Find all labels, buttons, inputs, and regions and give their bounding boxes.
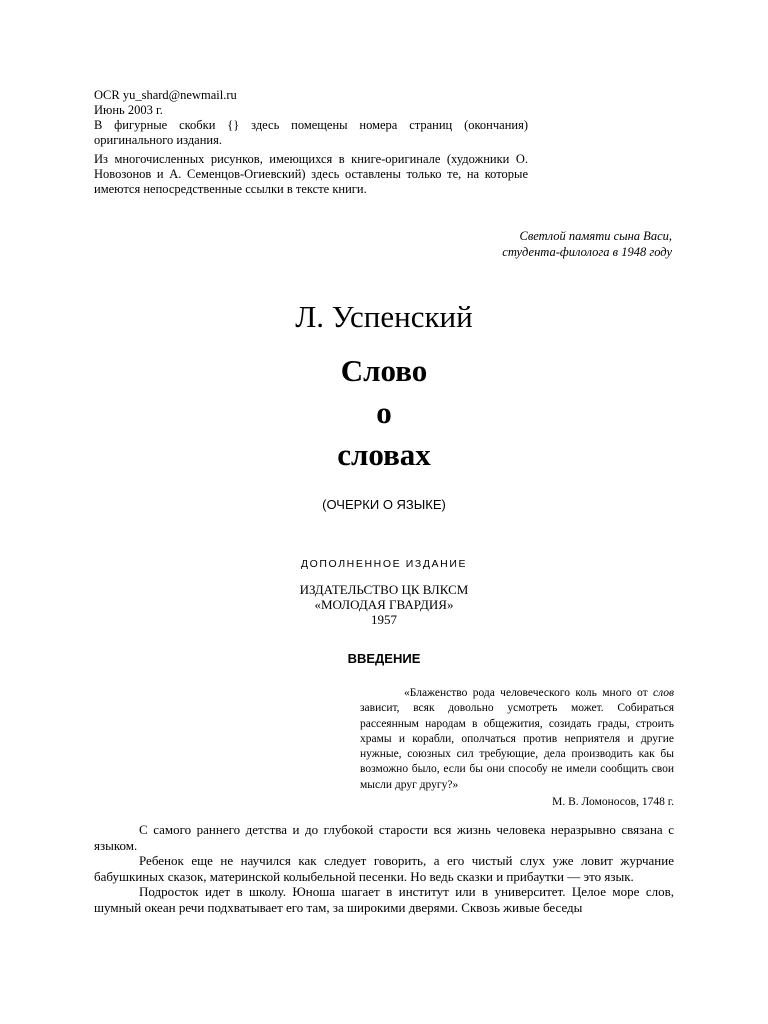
epigraph-emphasis: слов	[652, 687, 674, 699]
edition-note: ДОПОЛНЕННОЕ ИЗДАНИЕ	[300, 558, 468, 570]
body-paragraph: Ребенок еще не научился как следует говорить, а его чистый слух уже ловит журчание бабушкиных сказок, материнской колыбельной песенки. Но ведь сказки и прибаутки — это язык.	[94, 853, 674, 884]
body-paragraph: С самого раннего детства и до глубокой старости вся жизнь человека неразрывно связана с языком.	[94, 822, 674, 853]
dedication-line-1: Светлой памяти сына Васи,	[519, 229, 672, 243]
book-subtitle: (ОЧЕРКИ О ЯЗЫКЕ)	[322, 497, 446, 512]
body-paragraph: Подросток идет в школу. Юноша шагает в институт или в университет. Целое море слов, шумный океан речи подхватывает его там, за широкими дверями. Сквозь живые беседы	[94, 884, 674, 915]
epigraph-text	[360, 686, 674, 793]
note-illustrations: Из многочисленных рисунков, имеющихся в книге-оригинале (художники О. Новозонов и А. Семенцов-Огиевский) здесь оставлены только те, на которые имеются непосредственные ссылки в тексте книги.	[94, 152, 528, 196]
introduction-body	[94, 822, 674, 916]
scan-notes	[94, 88, 528, 197]
publisher-block	[0, 582, 768, 627]
ocr-credit: OCR yu_shard@newmail.ru	[94, 88, 237, 102]
publication-year: 1957	[371, 612, 397, 627]
title-line-2: о	[376, 395, 392, 430]
publisher-name: ИЗДАТЕЛЬСТВО ЦК ВЛКСМ	[299, 582, 469, 597]
section-heading: ВВЕДЕНИЕ	[347, 651, 421, 666]
epigraph	[360, 686, 674, 810]
dedication	[372, 228, 672, 260]
note-page-numbers: В фигурные скобки {} здесь помещены номера страниц (окончания) оригинального издания.	[94, 118, 528, 147]
book-title	[0, 350, 768, 476]
scan-date: Июнь 2003 г.	[94, 103, 163, 117]
epigraph-text-end: зависит, всяк довольно усмотреть может. Собираться рассеянным народам в общежития, созидать грады, строить храмы и корабли, ополчаться против неприятеля и другие нужные, союзных сил требующие, дела производить как бы возможно было, если бы они способу не имели сообщить свои мысли друг другу?»	[360, 702, 674, 791]
title-line-1: Слово	[340, 353, 428, 388]
publisher-imprint: «МОЛОДАЯ ГВАРДИЯ»	[314, 597, 454, 612]
epigraph-attribution: М. В. Ломоносов, 1748 г.	[552, 796, 674, 809]
dedication-line-2: студента-филолога в 1948 году	[502, 245, 672, 259]
epigraph-text-start: «Блаженство рода человеческого коль много от	[404, 687, 653, 699]
title-line-3: словах	[337, 437, 431, 472]
author-name: Л. Успенский	[295, 299, 473, 334]
